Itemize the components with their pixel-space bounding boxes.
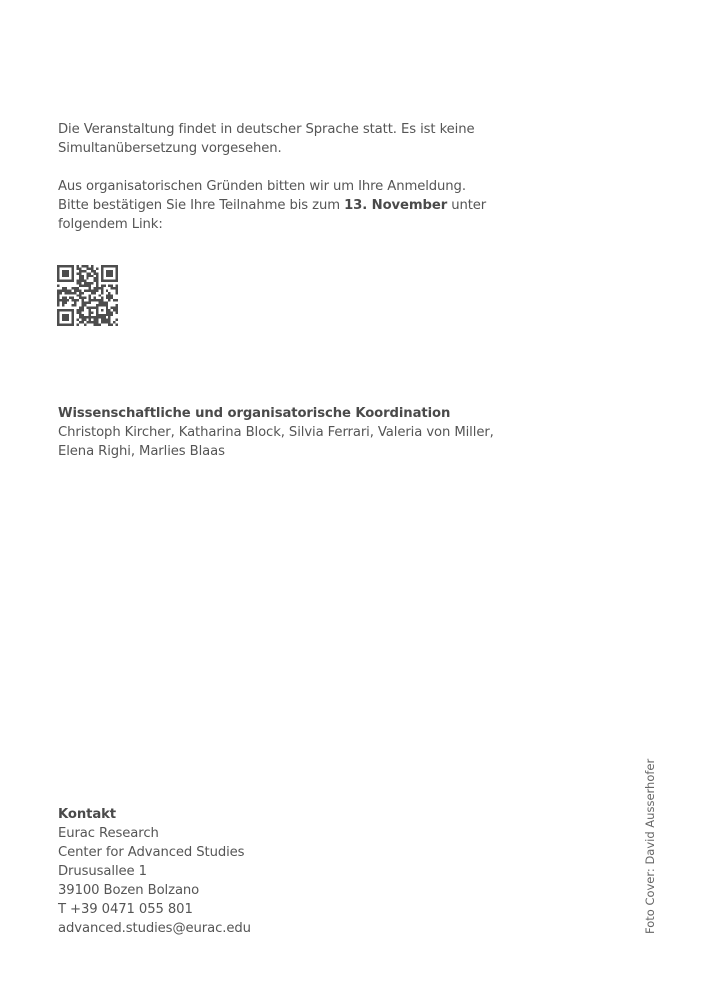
coordination-names-line-1: Christoph Kircher, Katharina Block, Silvia Ferrari, Valeria von Miller, xyxy=(58,425,494,440)
registration-line-3: folgendem Link: xyxy=(58,217,163,232)
language-notice-line-1: Die Veranstaltung findet in deutscher Sprache statt. Es ist keine xyxy=(58,122,475,137)
language-notice xyxy=(58,120,475,158)
registration-line-2-text: Bitte bestätigen Sie Ihre Teilnahme bis zum xyxy=(58,198,345,213)
registration-notice xyxy=(58,177,486,234)
contact-heading: Kontakt xyxy=(58,807,117,822)
qr-code-icon[interactable] xyxy=(57,265,118,326)
registration-deadline: 13. November xyxy=(344,198,448,213)
photo-credit: Foto Cover: David Ausserhofer xyxy=(643,758,657,934)
coordination-section xyxy=(58,404,494,461)
contact-street: Drususallee 1 xyxy=(58,864,147,879)
registration-line-2-suffix: unter xyxy=(447,198,487,213)
contact-phone: T +39 0471 055 801 xyxy=(58,902,193,917)
contact-section xyxy=(58,805,251,938)
contact-center: Center for Advanced Studies xyxy=(58,845,245,860)
registration-line-1: Aus organisatorischen Gründen bitten wir um Ihre Anmeldung. xyxy=(58,179,466,194)
coordination-names-line-2: Elena Righi, Marlies Blaas xyxy=(58,444,225,459)
registration-line-2 xyxy=(58,196,486,215)
contact-email[interactable]: advanced.studies@eurac.edu xyxy=(58,921,251,936)
contact-organization: Eurac Research xyxy=(58,826,159,841)
coordination-heading: Wissenschaftliche und organisatorische Koordination xyxy=(58,406,451,421)
language-notice-line-2: Simultanübersetzung vorgesehen. xyxy=(58,141,282,156)
contact-city: 39100 Bozen Bolzano xyxy=(58,883,200,898)
